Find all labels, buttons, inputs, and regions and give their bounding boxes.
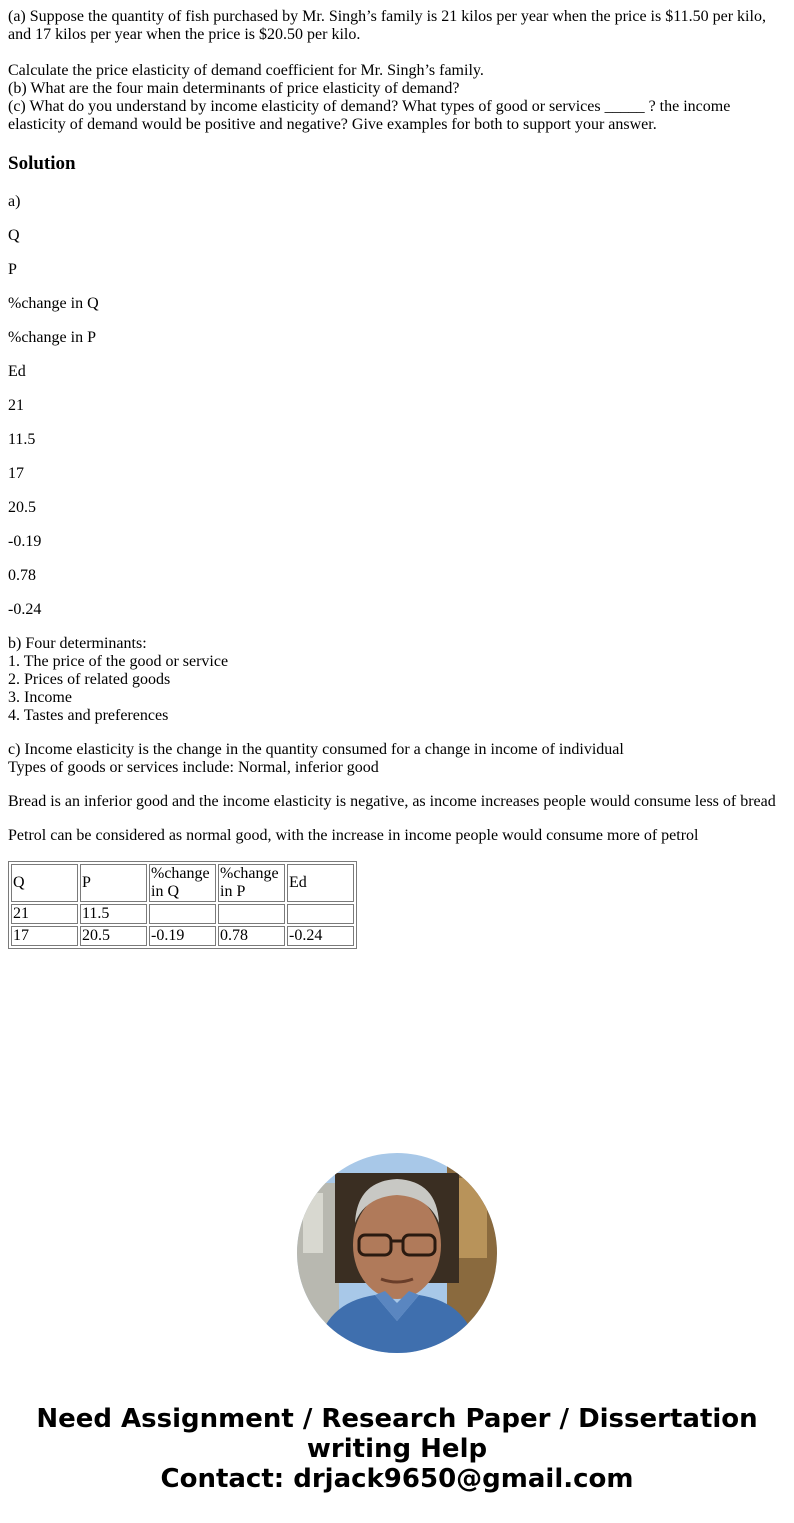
question-c-line-1: (c) What do you understand by income elasticity of demand? What types of good or services _____ ? the income bbox=[8, 98, 731, 115]
bread-example: Bread is an inferior good and the income elasticity is negative, as income increases people would consume less of bread bbox=[8, 793, 776, 810]
determinant-item: 3. Income bbox=[8, 689, 72, 706]
determinants-title: b) Four determinants: bbox=[8, 635, 147, 652]
flat-value: 11.5 bbox=[8, 431, 36, 448]
ad-line-1: Need Assignment / Research Paper / Dissertation bbox=[36, 1404, 758, 1434]
determinants-block bbox=[8, 635, 228, 725]
solution-a-label: a) bbox=[8, 193, 21, 210]
table-row bbox=[11, 904, 354, 924]
flat-value: Q bbox=[8, 227, 20, 244]
ad-line-2: writing Help bbox=[306, 1434, 488, 1464]
ad-banner bbox=[0, 1404, 794, 1494]
table-header-cell: Ed bbox=[287, 864, 354, 902]
table-cell: 17 bbox=[11, 926, 78, 946]
question-block bbox=[8, 8, 786, 134]
table-header-row bbox=[11, 864, 354, 902]
determinant-item: 1. The price of the good or service bbox=[8, 653, 229, 670]
petrol-example: Petrol can be considered as normal good, with the increase in income people would consume more of petrol bbox=[8, 827, 699, 844]
flat-value: -0.24 bbox=[8, 601, 42, 618]
determinant-item: 2. Prices of related goods bbox=[8, 671, 171, 688]
question-a-line-1: (a) Suppose the quantity of fish purchased by Mr. Singh’s family is 21 kilos per year when the price is $11.50 per kilo, bbox=[8, 8, 766, 25]
flat-value: 0.78 bbox=[8, 567, 36, 584]
table-cell: 0.78 bbox=[218, 926, 285, 946]
table-row bbox=[11, 926, 354, 946]
table-cell bbox=[218, 904, 285, 924]
portrait-illustration bbox=[297, 1153, 497, 1353]
goods-types: Types of goods or services include: Normal, inferior good bbox=[8, 759, 379, 776]
question-c-line-2: elasticity of demand would be positive and negative? Give examples for both to support your answer. bbox=[8, 116, 657, 133]
table-cell: 20.5 bbox=[80, 926, 147, 946]
flat-value: P bbox=[8, 261, 17, 278]
table-header-cell: %change in Q bbox=[149, 864, 216, 902]
question-a-line-2: and 17 kilos per year when the price is $20.50 per kilo. bbox=[8, 26, 361, 43]
table-cell: 21 bbox=[11, 904, 78, 924]
flat-value: 20.5 bbox=[8, 499, 36, 516]
table-header-cell: Q bbox=[11, 864, 78, 902]
question-b: (b) What are the four main determinants of price elasticity of demand? bbox=[8, 80, 460, 97]
flat-value: 21 bbox=[8, 397, 24, 414]
table-cell: 11.5 bbox=[80, 904, 147, 924]
flat-value: -0.19 bbox=[8, 533, 42, 550]
question-calc: Calculate the price elasticity of demand coefficient for Mr. Singh’s family. bbox=[8, 62, 484, 79]
table-cell bbox=[149, 904, 216, 924]
table-header-cell: %change in P bbox=[218, 864, 285, 902]
table-cell: -0.19 bbox=[149, 926, 216, 946]
table-cell bbox=[287, 904, 354, 924]
flat-value: Ed bbox=[8, 363, 26, 380]
flat-value: %change in P bbox=[8, 329, 96, 346]
ad-contact[interactable]: Contact: drjack9650@gmail.com bbox=[160, 1464, 634, 1494]
flat-value: 17 bbox=[8, 465, 24, 482]
table-header-cell: P bbox=[80, 864, 147, 902]
solution-heading: Solution bbox=[8, 153, 76, 174]
determinant-item: 4. Tastes and preferences bbox=[8, 707, 169, 724]
flat-value: %change in Q bbox=[8, 295, 99, 312]
income-elasticity-block bbox=[8, 741, 624, 777]
author-photo bbox=[297, 1153, 497, 1353]
income-elasticity-definition: c) Income elasticity is the change in the quantity consumed for a change in income of individual bbox=[8, 741, 624, 758]
table-cell: -0.24 bbox=[287, 926, 354, 946]
elasticity-table bbox=[8, 861, 357, 949]
